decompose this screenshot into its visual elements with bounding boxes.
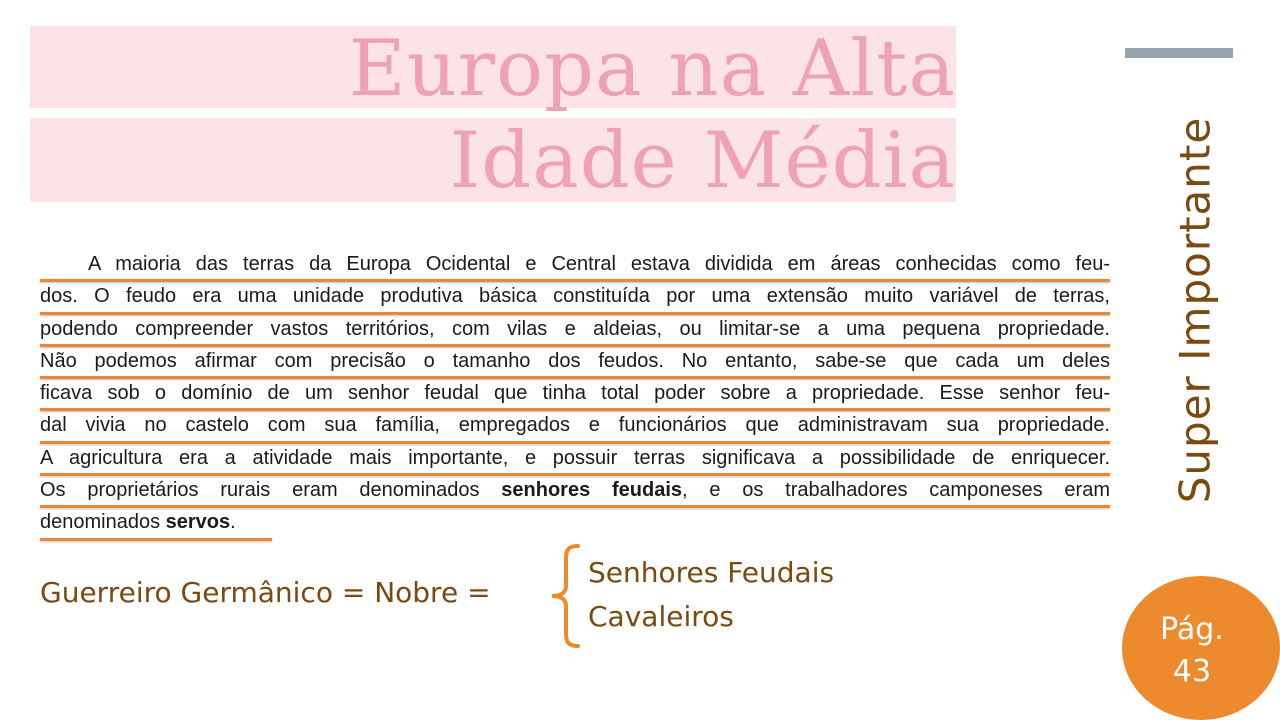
text-line	[40, 411, 1110, 443]
side-label: Super Importante	[1170, 116, 1220, 504]
curly-brace-icon	[546, 542, 586, 650]
text-segment: denominados	[40, 511, 166, 534]
text-line	[40, 379, 1110, 411]
equation-option-senhores-feudais: Senhores Feudais	[588, 556, 835, 589]
text-line-content	[40, 511, 236, 533]
text-line-content: dal vivia no castelo com sua família, empregados e funcionários que administravam sua propriedade.	[40, 414, 1110, 437]
text-line	[40, 282, 1110, 314]
text-line	[40, 347, 1110, 379]
title-line-1: Europa na Alta	[348, 24, 956, 114]
page-badge	[1122, 576, 1280, 720]
bold-term-servos: servos	[165, 511, 231, 534]
text-line-content: Não podemos afirmar com precisão o tamanho dos feudos. No entanto, sabe-se que cada um deles	[40, 349, 1110, 372]
text-line-content: dos. O feudo era uma unidade produtiva básica constituída por uma extensão muito variável de terras,	[40, 285, 1110, 308]
page-badge-number: 43	[1172, 654, 1212, 689]
bold-term-senhores-feudais: senhores feudais	[501, 479, 683, 502]
text-line-content	[40, 479, 1110, 501]
text-line	[40, 250, 1110, 282]
page-badge-label: Pág.	[1160, 612, 1224, 647]
text-segment: , e os trabalhadores camponeses eram	[682, 479, 1110, 502]
equation-option-cavaleiros: Cavaleiros	[588, 600, 734, 633]
text-segment: Os proprietários rurais eram denominados	[40, 479, 502, 502]
equation-left: Guerreiro Germânico = Nobre =	[40, 576, 491, 609]
text-line-content: A maioria das terras da Europa Ocidental e Central estava dividida em áreas conhecidas como feu-	[88, 253, 1110, 275]
text-line-content: A agricultura era a atividade mais importante, e possuir terras significava a possibilidade de enriquecer.	[40, 446, 1110, 469]
paragraph-block	[40, 250, 1110, 541]
text-line	[40, 476, 1110, 508]
underline	[40, 538, 272, 541]
text-line-content: ficava sob o domínio de um senhor feudal que tinha total poder sobre a propriedade. Esse senhor feu-	[40, 382, 1110, 405]
text-line-content: podendo compreender vastos territórios, com vilas e aldeias, ou limitar-se a uma pequena propriedade.	[40, 317, 1110, 340]
text-line	[40, 508, 1110, 540]
title-line-2: Idade Média	[449, 116, 956, 206]
decorative-bar	[1125, 48, 1233, 58]
text-segment: .	[230, 511, 236, 534]
text-line	[40, 444, 1110, 476]
text-line	[40, 315, 1110, 347]
